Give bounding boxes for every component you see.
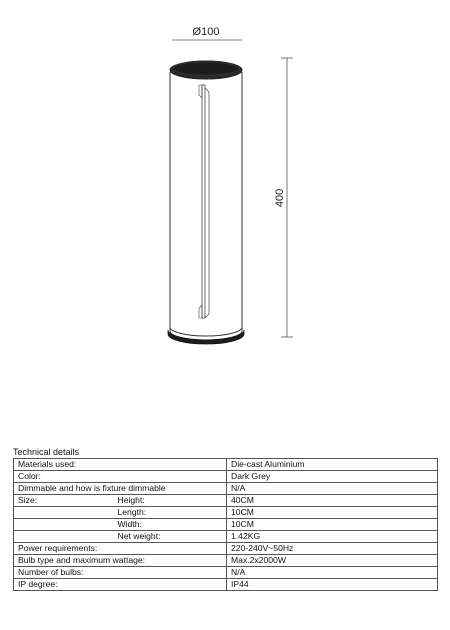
spec-value: 10CM [227,519,438,531]
spec-label: Bulb type and maximum wattage: [14,555,227,567]
lamp-base [168,330,244,344]
spec-label: IP degree: [14,579,227,591]
table-row [14,507,438,519]
spec-sublabel: Height: [114,495,227,507]
spec-value: 220-240V~50Hz [227,543,438,555]
table-row [14,579,438,591]
spec-label: Power requirements: [14,543,227,555]
table-row [14,543,438,555]
spec-sublabel: Width: [114,519,227,531]
table-row [14,531,438,543]
table-row [14,555,438,567]
spec-sublabel: Net weight: [114,531,227,543]
spec-label [14,531,114,543]
spec-sublabel: Length: [114,507,227,519]
spec-value: N/A [227,567,438,579]
height-label: 400 [274,188,286,208]
spec-label [14,519,114,531]
spec-value: IP44 [227,579,438,591]
spec-label: Number of bulbs: [14,567,227,579]
spec-value: 1.42KG [227,531,438,543]
technical-details-title: Technical details [13,447,80,457]
spec-value: Die-cast Aluminium [227,459,438,471]
diameter-label: Ø100 [192,26,220,38]
spec-label: Size: [14,495,114,507]
table-row [14,471,438,483]
spec-label: Dimmable and how is fixture dimmable [14,483,227,495]
table-row [14,567,438,579]
spec-value: N/A [227,483,438,495]
spec-value: Dark Grey [227,471,438,483]
bollard-lamp-outline [170,61,242,340]
spec-label: Materials used: [14,459,227,471]
table-row [14,459,438,471]
spec-value: 10CM [227,507,438,519]
spec-label: Color: [14,471,227,483]
table-row [14,495,438,507]
table-row [14,483,438,495]
spec-value: Max.2x2000W [227,555,438,567]
technical-details-table [13,458,438,591]
spec-value: 40CM [227,495,438,507]
spec-label [14,507,114,519]
table-row [14,519,438,531]
